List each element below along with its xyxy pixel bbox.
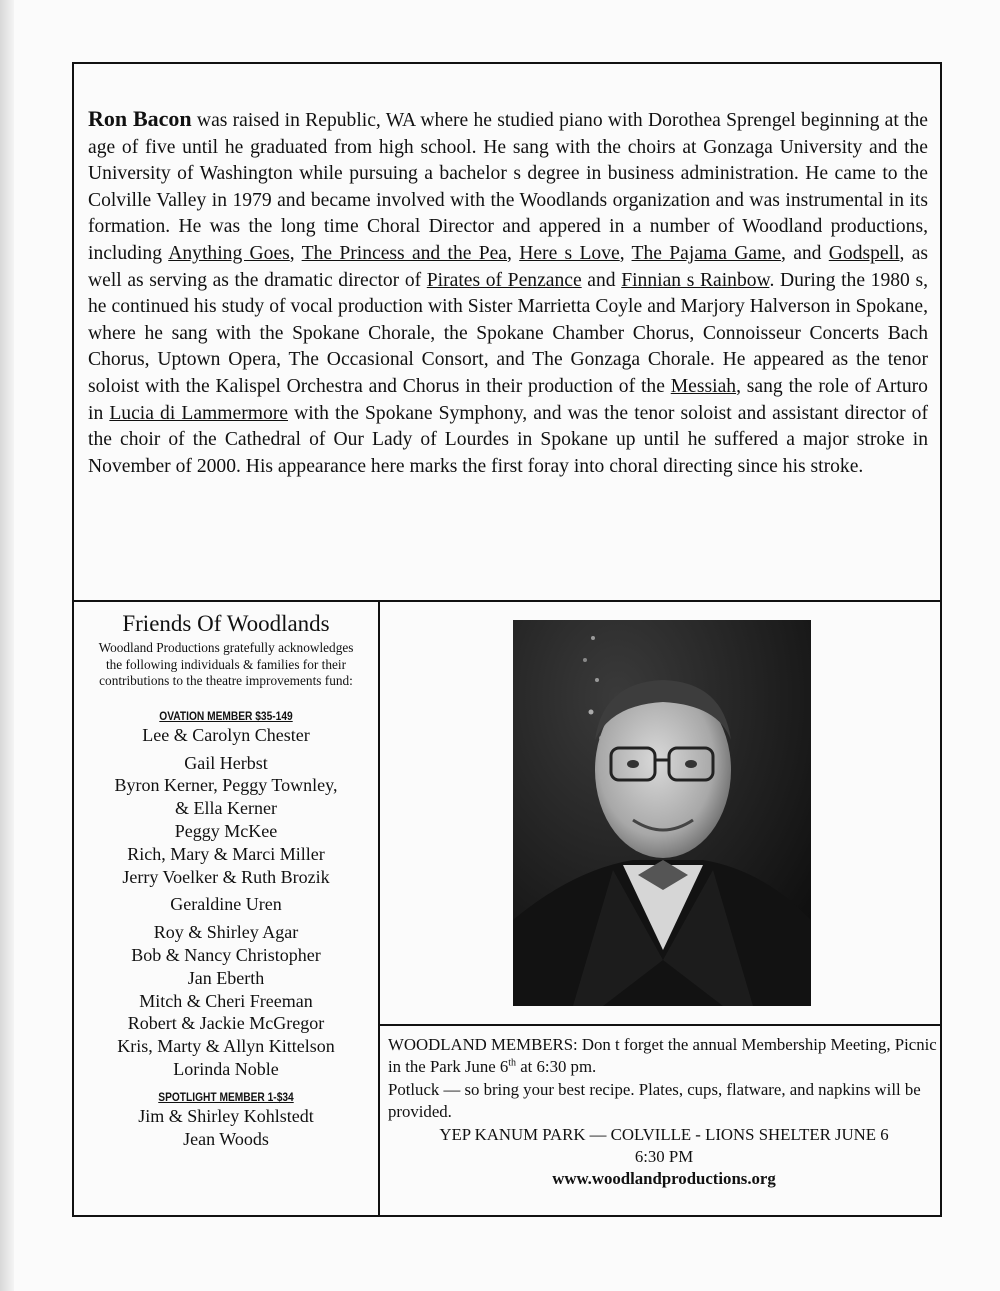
member-name: Roy & Shirley Agar <box>153 922 299 943</box>
members-line-1 <box>388 1034 940 1079</box>
bio-text: with the Spokane Symphony, and was the tenor soloist and assistant director of the choir of the Cathedral of Our Lady of Lourdes in Spokane up until he suffered a major stroke in November of 2000. His appearance here marks the first foray into choral directing since his stroke. <box>88 402 929 477</box>
show-title: The Pajama Game <box>631 242 782 264</box>
member-name: Byron Kerner, Peggy Townley, <box>114 775 338 796</box>
friends-title: Friends Of Woodlands <box>122 611 330 636</box>
bio-text: . During the 1980 s, he continued his study of vocal production with Sister Marrietta Coyle and Marjory Halverson in Spokane, where he sang with the Spokane Chorale, the Spokane Chamber Chorus, Connoisseur Concerts Bach Chorus, Uptown Opera, The Occasional Consort, and The Gonzaga Chorale. He appeared as the tenor soloist with the Kalispel Orchestra and Chorus in their production of the <box>88 269 928 397</box>
members-time: 6:30 PM <box>634 1147 694 1167</box>
website-link[interactable]: www.woodlandproductions.org <box>552 1169 776 1189</box>
bio-text: , as well as serving as the dramatic director of <box>88 242 929 291</box>
member-name: & Ella Kerner <box>175 798 277 819</box>
friends-intro: Woodland Productions gratefully acknowledges the following individuals & families for their contributions to the theatre improvements fund: <box>98 640 354 689</box>
show-title: The Princess and the Pea <box>301 242 508 264</box>
member-name: Robert & Jackie McGregor <box>127 1013 325 1034</box>
scan-edge <box>0 0 14 1291</box>
member-name: Geraldine Uren <box>170 894 282 915</box>
members-text: WOODLAND MEMBERS: Don t forget the annual Membership Meeting, Picnic in the Park June 6 <box>388 1035 937 1077</box>
spotlight-names <box>74 1105 378 1151</box>
photo-cell <box>380 602 940 1026</box>
portrait-photo-svg <box>513 620 811 1006</box>
members-text: at 6:30 pm. <box>516 1057 597 1077</box>
portrait-photo <box>513 620 811 1006</box>
bio-text: and <box>581 269 622 291</box>
members-notice <box>380 1026 940 1215</box>
show-title: Messiah <box>670 375 737 397</box>
bio-name: Ron Bacon <box>88 106 192 131</box>
members-location: YEP KANUM PARK — COLVILLE - LIONS SHELTER JUNE 6 <box>439 1124 889 1144</box>
member-name: Jean Woods <box>183 1128 269 1149</box>
bio-text: , <box>289 242 302 264</box>
spotlight-label: SPOTLIGHT MEMBER 1-$34 <box>158 1089 294 1104</box>
show-title: Godspell <box>828 242 900 264</box>
show-title: Here s Love <box>519 242 620 264</box>
member-name: Rich, Mary & Marci Miller <box>127 843 325 864</box>
member-name: Lorinda Noble <box>173 1058 279 1079</box>
bio-section <box>74 64 940 602</box>
member-name: Jim & Shirley Kohlstedt <box>138 1105 314 1126</box>
bio-text: was raised in Republic, WA where he studied piano with Dorothea Sprengel beginning at the age of five until he graduated from high school. He sang with the choirs at Gonzaga University and the University of Washington while pursuing a bachelor s degree in business administration. He came to the Colville Valley in 1979 and became involved with the Woodlands organization and was instrumental in its formation. He was the long time Choral Director and appered in a number of Woodland productions, including <box>88 110 928 264</box>
members-sup: th <box>508 1057 517 1069</box>
show-title: Finnian s Rainbow <box>621 269 770 291</box>
show-title: Anything Goes <box>168 242 290 264</box>
member-name: Jerry Voelker & Ruth Brozik <box>122 866 330 887</box>
member-name: Mitch & Cheri Freeman <box>139 990 313 1011</box>
bio-text: , <box>619 242 632 264</box>
show-title: Lucia di Lammermore <box>109 402 288 424</box>
page-frame <box>72 62 942 1217</box>
bio-text: , <box>507 242 520 264</box>
member-name: Bob & Nancy Christopher <box>131 944 321 965</box>
show-title: Pirates of Penzance <box>426 269 582 291</box>
friends-section <box>74 602 380 1215</box>
ovation-names <box>74 724 378 1081</box>
bio-text: , and <box>781 242 829 264</box>
member-name: Lee & Carolyn Chester <box>142 724 310 745</box>
member-name: Jan Eberth <box>187 967 265 988</box>
bio-text: , sang the role of Arturo in <box>88 375 928 424</box>
member-name: Peggy McKee <box>174 820 278 841</box>
member-name: Gail Herbst <box>184 752 268 773</box>
ovation-label: OVATION MEMBER $35-149 <box>159 708 293 723</box>
members-line-2: Potluck — so bring your best recipe. Plates, cups, flatware, and napkins will be provided. <box>388 1079 921 1122</box>
member-name: Kris, Marty & Allyn Kittelson <box>117 1036 335 1057</box>
